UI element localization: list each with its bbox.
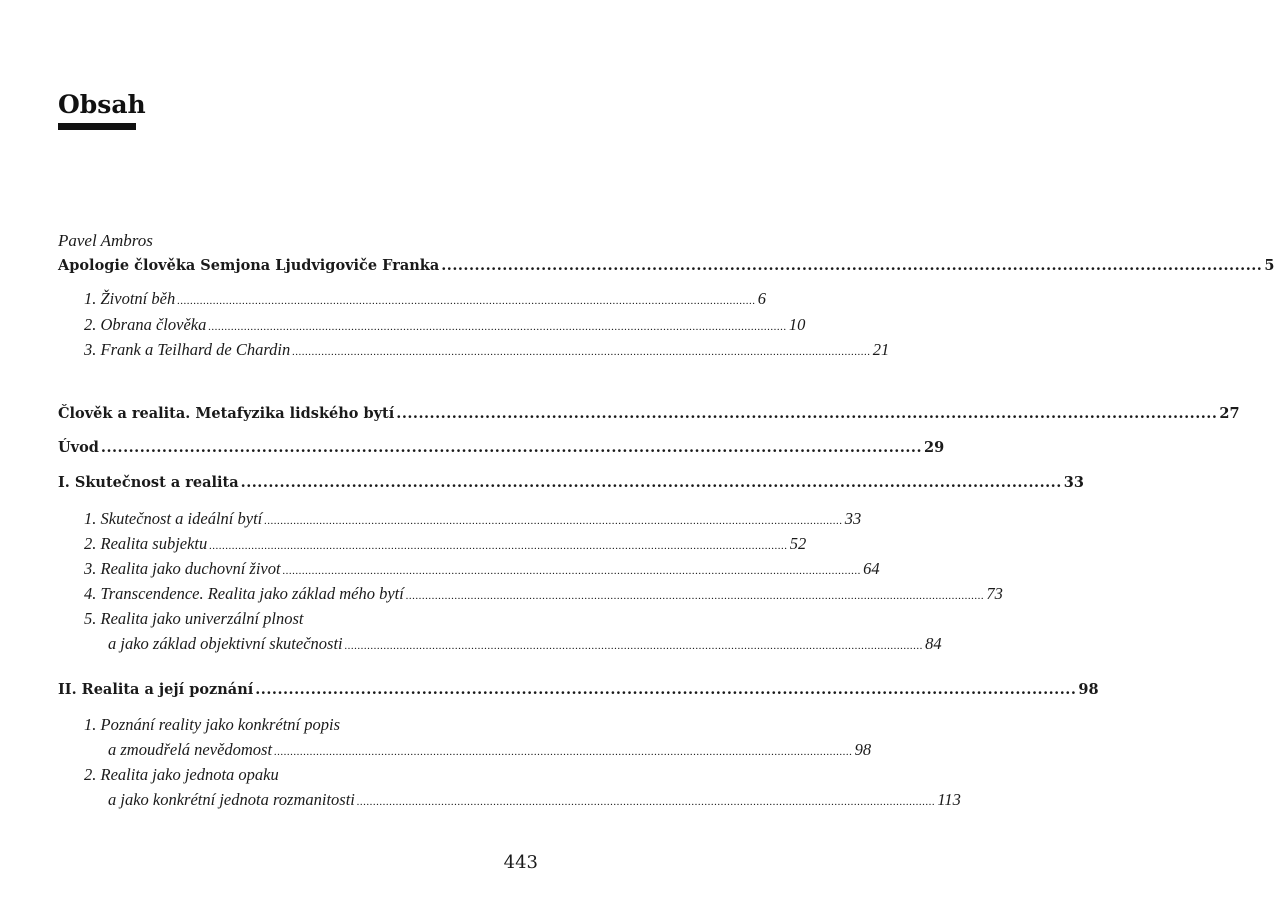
toc-entry-title-line[interactable]: 5. Realita jako univerzální plnost xyxy=(84,609,304,628)
toc-sub-entry[interactable] xyxy=(84,533,807,557)
toc-page-number: 33 xyxy=(844,509,862,528)
toc-main-entry[interactable] xyxy=(58,255,1274,277)
toc-leader-dots: .................................................................................................................................................................................. xyxy=(282,565,862,577)
toc-page-number: 113 xyxy=(937,790,961,809)
toc-sub-entry[interactable] xyxy=(84,314,806,338)
toc-entry-title: a jako konkrétní jednota rozmanitosti xyxy=(108,790,355,809)
toc-entry-title: a jako základ objektivní skutečnosti xyxy=(108,634,343,653)
title-underline-bar xyxy=(58,123,136,130)
toc-page-number: 33 xyxy=(1063,474,1084,491)
toc-entry-title: 2. Realita subjektu xyxy=(84,534,208,553)
toc-leader-dots: .................................................................................................................................................................................. xyxy=(209,540,788,552)
page-title: Obsah xyxy=(58,90,146,119)
toc-entry-title-line[interactable]: 2. Realita jako jednota opaku xyxy=(84,765,279,784)
toc-page-number: 29 xyxy=(924,439,945,456)
toc-page-number: 27 xyxy=(1219,405,1240,422)
toc-leader-dots: .................................................................................................................................................................................. xyxy=(356,796,936,808)
toc-leader-dots: .................................................................................................................................................................................. xyxy=(292,346,871,358)
toc-entry-title: a zmoudřelá nevědomost xyxy=(108,740,273,759)
toc-leader-dots: .................................................................................................................................................... xyxy=(441,257,1263,274)
toc-leader-dots: .................................................................................................................................................................................. xyxy=(274,746,853,758)
toc-leader-dots: .................................................................................................................................................................................. xyxy=(344,640,924,652)
toc-page-number: 21 xyxy=(872,340,890,359)
toc-sub-entry[interactable] xyxy=(84,339,890,363)
toc-sub-entry[interactable] xyxy=(84,558,880,582)
toc-main-entry[interactable] xyxy=(58,437,945,459)
toc-leader-dots: .................................................................................................................................................................................. xyxy=(264,515,843,527)
toc-entry-title: 3. Realita jako duchovní život xyxy=(84,559,281,578)
toc-leader-dots: .................................................................................................................................................................................. xyxy=(405,590,985,602)
toc-entry-title: 1. Životní běh xyxy=(84,289,176,308)
toc-sub-entry[interactable] xyxy=(108,789,961,813)
toc-entry-title: 3. Frank a Teilhard de Chardin xyxy=(84,340,291,359)
toc-sub-entry[interactable] xyxy=(108,739,872,763)
toc-page-number: 84 xyxy=(925,634,942,653)
toc-entry-title: 4. Transcendence. Realita jako základ mého bytí xyxy=(84,584,404,603)
toc-entry-title: Apologie člověka Semjona Ljudvigoviče Franka xyxy=(58,257,440,274)
toc-sub-entry[interactable] xyxy=(84,508,862,532)
toc-leader-dots: .................................................................................................................................................................................. xyxy=(177,295,756,307)
toc-page-number: 98 xyxy=(854,740,872,759)
toc-author: Pavel Ambros xyxy=(58,231,153,250)
toc-leader-dots: .................................................................................................................................................... xyxy=(100,439,923,456)
toc-page-number: 52 xyxy=(789,534,807,553)
toc-main-entry[interactable] xyxy=(58,679,1099,701)
toc-sub-entry[interactable] xyxy=(84,288,766,312)
toc-sub-entry[interactable] xyxy=(84,583,1003,607)
toc-entry-title-line[interactable]: 1. Poznání reality jako konkrétní popis xyxy=(84,715,341,734)
toc-page-number: 10 xyxy=(788,315,806,334)
toc-entry-title: II. Realita a její poznání xyxy=(58,681,254,698)
toc-page-number: 6 xyxy=(757,289,766,308)
toc-main-entry[interactable] xyxy=(58,403,1240,425)
toc-sub-entry[interactable] xyxy=(108,633,942,657)
toc-main-entry[interactable] xyxy=(58,472,1084,494)
toc-entry-title: 1. Skutečnost a ideální bytí xyxy=(84,509,263,528)
toc-entry-title: Úvod xyxy=(58,439,99,456)
toc-leader-dots: .................................................................................................................................................... xyxy=(240,474,1062,491)
toc-entry-title: I. Skutečnost a realita xyxy=(58,474,239,491)
toc-entry-title: 2. Obrana člověka xyxy=(84,315,207,334)
toc-page-number: 73 xyxy=(986,584,1003,603)
toc-leader-dots: .................................................................................................................................................... xyxy=(255,681,1077,698)
toc-leader-dots: .................................................................................................................................................... xyxy=(396,405,1218,422)
toc-entry-title: Člověk a realita. Metafyzika lidského bytí xyxy=(58,405,395,422)
toc-page-number: 64 xyxy=(863,559,880,578)
toc-leader-dots: .................................................................................................................................................................................. xyxy=(208,321,787,333)
toc-page-number: 98 xyxy=(1078,681,1099,698)
toc-page-number: 5 xyxy=(1264,257,1274,274)
page-number: 443 xyxy=(503,852,538,873)
